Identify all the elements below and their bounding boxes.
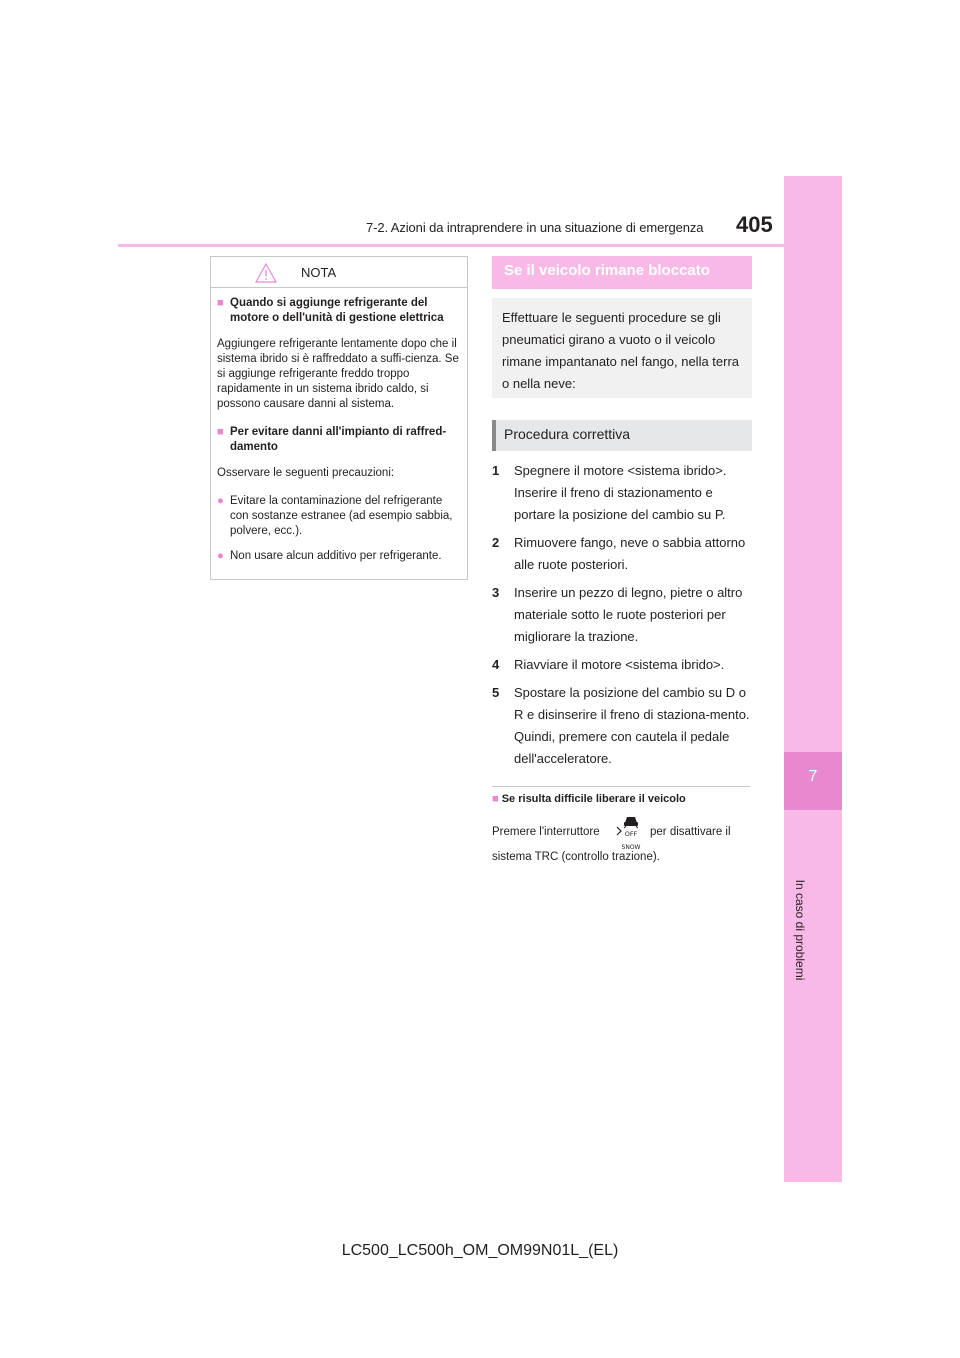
step-text: Spegnere il motore <sistema ibrido>. Inserire il freno di stazionamento e portare la posizione del cambio su P. bbox=[514, 463, 727, 522]
list-item bbox=[217, 549, 461, 564]
step-number: 1 bbox=[492, 463, 500, 478]
intro-box bbox=[492, 298, 752, 398]
step-number: 5 bbox=[492, 685, 500, 700]
procedure-heading-bar bbox=[492, 420, 496, 451]
step-text: Spostare la posizione del cambio su D o R e disinserire il freno di staziona-mento. Quindi, premere con cautela il pedale dell'acceleratore. bbox=[514, 685, 750, 766]
step-item bbox=[492, 532, 754, 576]
square-bullet-icon: ■ bbox=[217, 426, 224, 438]
nota-section-title bbox=[217, 425, 461, 455]
subsection-text-b: per disattivare il bbox=[650, 826, 731, 838]
list-item-text: Non usare alcun additivo per refrigerante. bbox=[230, 550, 442, 562]
step-list bbox=[492, 460, 754, 776]
step-item bbox=[492, 582, 754, 648]
dot-bullet-icon: ● bbox=[217, 495, 224, 507]
step-number: 2 bbox=[492, 535, 500, 550]
chapter-number: 7 bbox=[808, 768, 818, 785]
document-code-footer: LC500_LC500h_OM_OM99N01L_(EL) bbox=[341, 1242, 619, 1259]
trc-off-icon bbox=[614, 813, 648, 851]
icon-label-off: OFF bbox=[624, 830, 638, 838]
section-banner-title: Se il veicolo rimane bloccato bbox=[504, 262, 710, 279]
nota-section1-title-text: Quando si aggiunge refrigerante del motore o dell'unità di gestione elettrica bbox=[230, 297, 444, 324]
section-banner bbox=[492, 256, 752, 289]
step-item bbox=[492, 682, 754, 770]
intro-text: Effettuare le seguenti procedure se gli pneumatici girano a vuoto o il veicolo rimane impantanato nel fango, nella terra o nella neve: bbox=[502, 310, 740, 391]
section-header: 7-2. Azioni da intraprendere in una situazione di emergenza bbox=[366, 220, 704, 235]
nota-header bbox=[211, 257, 467, 288]
procedure-title: Procedura correttiva bbox=[504, 426, 631, 442]
subsection-text-a: Premere l'interruttore bbox=[492, 826, 600, 838]
procedure-heading bbox=[492, 420, 752, 451]
square-bullet-icon: ■ bbox=[217, 297, 224, 309]
chapter-side-tab bbox=[784, 176, 842, 1182]
step-item bbox=[492, 460, 754, 526]
step-number: 4 bbox=[492, 657, 500, 672]
dot-bullet-icon: ● bbox=[217, 550, 224, 562]
page-number: 405 bbox=[736, 212, 773, 237]
nota-section2-title-text: Per evitare danni all'impianto di raffred-damento bbox=[230, 426, 447, 453]
step-text: Rimuovere fango, neve o sabbia attorno alle ruote posteriori. bbox=[514, 535, 746, 572]
step-number: 3 bbox=[492, 585, 500, 600]
nota-title: NOTA bbox=[301, 265, 337, 280]
header-rule bbox=[118, 244, 784, 247]
divider bbox=[492, 786, 750, 787]
nota-box bbox=[210, 256, 468, 580]
nota-section-title bbox=[217, 296, 461, 326]
subsection-title bbox=[492, 793, 686, 805]
step-text: Inserire un pezzo di legno, pietre o altro materiale sotto le ruote posteriori per migliorare la trazione. bbox=[514, 585, 743, 644]
warning-icon bbox=[255, 263, 277, 283]
step-text: Riavviare il motore <sistema ibrido>. bbox=[514, 657, 725, 672]
subsection-title-text: Se risulta difficile liberare il veicolo bbox=[501, 793, 686, 805]
square-bullet-icon: ■ bbox=[492, 793, 499, 805]
icon-label-snow: SNOW bbox=[621, 844, 641, 851]
list-item-text: Evitare la contaminazione del refrigerante con sostanze estranee (ad esempio sabbia, polvere, ecc.). bbox=[230, 495, 453, 537]
list-item bbox=[217, 494, 461, 539]
step-item bbox=[492, 654, 754, 676]
chapter-title: In caso di problemi bbox=[793, 879, 807, 981]
nota-section2-intro: Osservare le seguenti precauzioni: bbox=[217, 467, 395, 479]
nota-section1-text: Aggiungere refrigerante lentamente dopo che il sistema ibrido si è raffreddato a suffi-cienza. Se si aggiunge refrigerante freddo troppo rapidamente in un sistema ibrido caldo, si possono causare danni al sistema. bbox=[217, 338, 459, 410]
subsection-text-c: sistema TRC (controllo trazione). bbox=[492, 851, 660, 863]
